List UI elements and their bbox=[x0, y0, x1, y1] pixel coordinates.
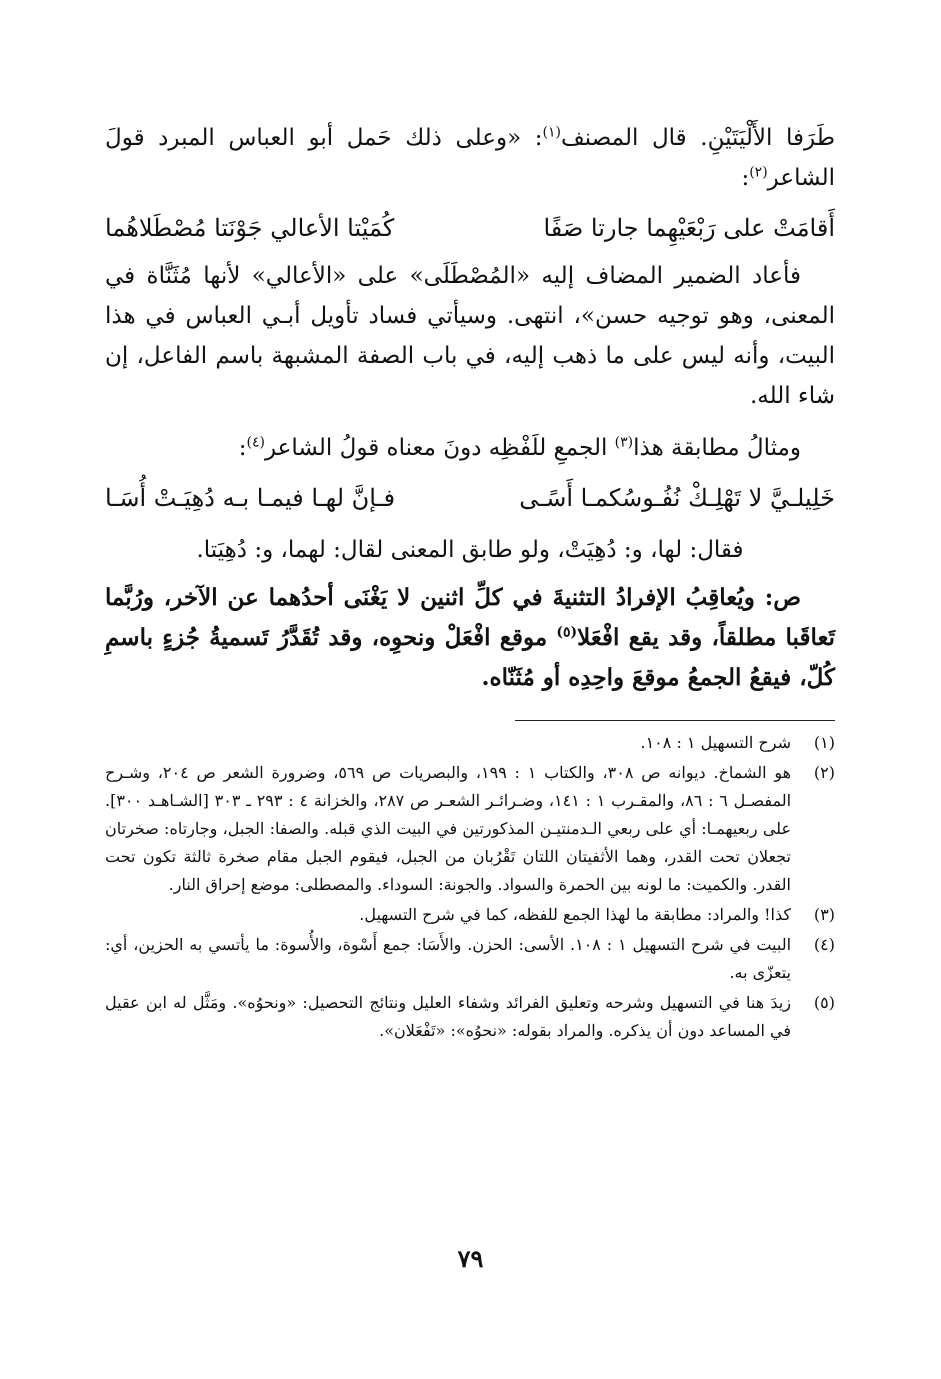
footnote-number: (٤) bbox=[813, 935, 835, 954]
footnote-divider bbox=[515, 720, 835, 721]
text-run: : bbox=[741, 165, 750, 191]
footnote-number: (٣) bbox=[813, 905, 835, 924]
paragraph-2: فأعاد الضمير المضاف إليه «المُصْطَلَى» على «الأعالي» لأنها مُثَنَّاة في المعنى، وهو توجيه حسن»، انتهى. وسيأتي فساد تأويل أبـي العباس في هذا البيت، وأنه ليس على ما ذهب إليه، في باب الصفة المشبهة باسم الفاعل، إن شاء الله. bbox=[105, 263, 835, 409]
paragraph-3 bbox=[105, 428, 835, 468]
text-run: : «وعلى ذلك حَمل أبو العباس المبرد قولَ الشاعر bbox=[105, 125, 835, 191]
verse-2 bbox=[105, 476, 835, 520]
footnote-ref[interactable]: (٤) bbox=[246, 434, 265, 451]
verse-2-first-hemistich: خَلِيلـيَّ لا تَهْلِـكْ نُفُـوسُكمـا أَسًـى bbox=[519, 484, 835, 512]
footnote-2 bbox=[105, 759, 835, 899]
footnote-number: (١) bbox=[813, 733, 835, 752]
footnote-3 bbox=[105, 901, 835, 929]
footnote-text: كذا! والمراد: مطابقة ما لهذا الجمع للفظه، كما في شرح التسهيل. bbox=[359, 905, 791, 924]
footnote-4 bbox=[105, 931, 835, 987]
footnotes bbox=[105, 729, 835, 1045]
footnote-ref[interactable]: (٥) bbox=[556, 624, 578, 641]
page-body bbox=[105, 118, 835, 1047]
footnote-number: (٥) bbox=[813, 993, 835, 1012]
verse-1-first-hemistich: أَقامَتْ على رَبْعَيْهِما جارتا صَفًا bbox=[543, 214, 835, 242]
footnote-text: هو الشماخ. ديوانه ص ٣٠٨، والكتاب ١ : ١٩٩، والبصريات ص ٥٦٩، وضرورة الشعر ص ٢٠٤، وشـرح المفصـل ٦ : ٨٦، والمقـرب ١ : ١٤١، وضـرائـر الشعـر ص ٢٨٧، والخزانة ٤ : ٢٩٣ ـ ٣٠٣ [الشـاهـد ٣٠٠]. على ربعيهمـا: أي على ربعي الـدمنتيـن المذكورتين في البيت الذي قبله. والصفا: الجبل، وجارتاه: صخرتان تجعلان تحت القدر، وهما الأثفيتان اللتان تَقْرُبان من الجبل، فيقوم الجبل مقام صخرة ثالثة تكون تحت القدر. والكميت: ما لونه بين الحمرة والسواد. والجونة: السوداء. والمصطلى: موضع إحراق النار. bbox=[105, 763, 792, 894]
text-run: : bbox=[238, 435, 247, 461]
footnote-text: زيدَ هنا في التسهيل وشرحه وتعليق الفرائد وشفاء العليل ونتائج التحصيل: «ونحوُه». ومَثَّل له ابن عقيل في المساعد دون أن يذكره. والمراد بقوله: «نحوُه»: «تَفْعَلان». bbox=[105, 993, 791, 1040]
footnote-text: البيت في شرح التسهيل ١ : ١٠٨. الأسى: الحزن. والأَسَا: جمع أَسْوة، والأُسوة: ما يأتسي به الحزين، أي: يتعزّى به. bbox=[105, 935, 792, 982]
footnote-number: (٢) bbox=[813, 763, 835, 782]
footnote-text: شرح التسهيل ١ : ١٠٨. bbox=[640, 733, 791, 752]
footnote-5 bbox=[105, 989, 835, 1045]
verse-1-second-hemistich: كُمَيْتا الأعالي جَوْنَتا مُصْطَلاهُما bbox=[105, 214, 395, 242]
text-run: موقع افْعَلْ ونحوِه، وقد تُقَدَّرُ تَسميةُ جُزءٍ باسمِ كُلّ، فيقعُ الجمعُ موقعَ واحِدِه أو مُثَنّاه. bbox=[105, 624, 835, 691]
footnote-ref[interactable]: (١) bbox=[542, 124, 561, 141]
text-run: ومثالُ مطابقة هذا bbox=[633, 435, 801, 461]
paragraph-5-text bbox=[105, 578, 835, 698]
text-run: طَرَفا الأَلْيَتَيْنِ. قال المصنف bbox=[560, 125, 835, 151]
page-number: ٧٩ bbox=[457, 1244, 484, 1273]
footnote-ref[interactable]: (٣) bbox=[614, 434, 634, 451]
paragraph-4: فقال: لها، و: دُهِيَتْ، ولو طابق المعنى لقال: لهما، و: دُهِيَتا. bbox=[196, 537, 744, 563]
paragraph-1 bbox=[105, 118, 835, 198]
footnote-ref[interactable]: (٢) bbox=[749, 164, 768, 181]
verse-1 bbox=[105, 206, 835, 250]
text-run: ص: ويُعاقِبُ الإفرادُ التثنيةَ في كلِّ اثنين لا يَغْنَى أحدُهما عن الآخر، ورُبَّما تَعاقَبا مطلقاً، وقد يقع افْعَلا bbox=[105, 584, 835, 651]
text-run: الجمعِ للَفْظِه دونَ معناه قولُ الشاعر bbox=[264, 435, 615, 461]
footnote-1 bbox=[105, 729, 835, 757]
verse-2-second-hemistich: فـإنَّ لهـا فيمـا بـه دُهِيَـتْ أُسَـا bbox=[105, 484, 396, 512]
